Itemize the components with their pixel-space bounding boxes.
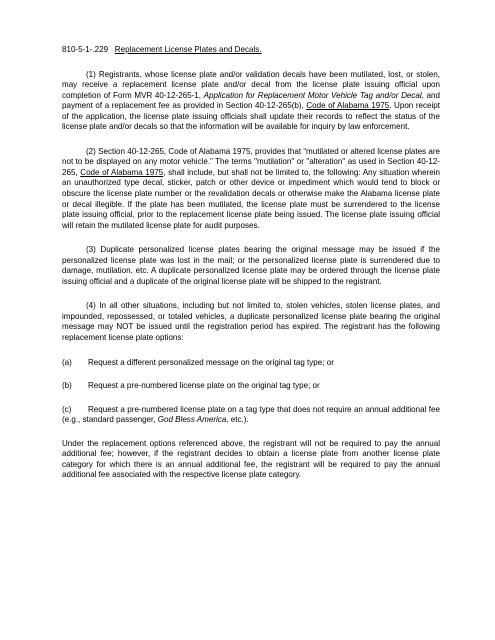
option-a	[62, 358, 440, 369]
option-a-label: (a)	[62, 357, 72, 367]
option-c	[62, 405, 440, 426]
paragraph-4-text: (4) In all other situations, including but not limited to, stolen vehicles, stolen license plates, and impounded, repossessed, or totaled vehicles, a duplicate personalized license plate bearing the original message may NOT be issued until the registration period has expired. The registrant has the following replacement license plate options:	[62, 301, 440, 343]
paragraph-1	[62, 70, 440, 133]
paragraph-1-tail: . Upon receipt of the application, the license plate issuing officials shall update their records to reflect the status of the license plate and/or decals so that the information will be available for inquiry by law enforcement.	[62, 101, 440, 132]
option-c-example: God Bless America	[157, 415, 227, 425]
paragraph-3-text: (3) Duplicate personalized license plates bearing the original message may be issued if the personalized license plate was lost in the mail; or the personalized license plate is surrendered due to damage, mutilation, etc. A duplicate personalized license plate may be ordered through the license plate issuing official and a duplicate of the original license plate will be shipped to the registrant.	[62, 245, 440, 286]
section-number: 810-5-1-.229	[62, 45, 109, 54]
section-title: Replacement License Plates and Decals.	[114, 45, 262, 54]
option-c-lead: Request a pre-numbered license plate on a tag type that does not require an annual additional fee (e.g., standard passenger,	[62, 404, 440, 425]
section-heading	[62, 45, 440, 56]
option-b-text: Request a pre-numbered license plate on the original tag type; or	[88, 381, 320, 391]
form-title: Application for Replacement Motor Vehicle Tag and/or Decal	[203, 90, 422, 100]
closing-paragraph	[62, 439, 440, 481]
document-page	[62, 45, 440, 495]
code-reference: Code of Alabama 1975	[306, 101, 390, 111]
option-b	[62, 381, 440, 392]
paragraph-2	[62, 147, 440, 231]
option-c-tail: , etc.).	[226, 415, 249, 425]
option-b-label: (b)	[62, 381, 72, 391]
paragraph-4	[62, 301, 440, 343]
option-a-text: Request a different personalized message on the original tag type; or	[88, 357, 334, 367]
paragraph-3	[62, 245, 440, 287]
paragraph-2-lead: (2) Section 40-12-265, Code of Alabama 1975, provides that “mutilated or altered license plates are not to be displayed on any motor vehicle.” The terms "mutilation" or "alteration" as used in Section 40-12-265,	[62, 146, 440, 177]
closing-text: Under the replacement options referenced above, the registrant will not be required to pay the annual additional fee; however, if the registrant decides to obtain a license plate from another license plate category for which there is an annual additional fee, the registrant will be required to pay the annual additional fee associated with the respective license plate category.	[62, 438, 440, 480]
paragraph-1-lead: (1) Registrants, whose license plate and/or validation decals have been mutilated, lost, or stolen, may receive a replacement license plate and/or decal from the license plate issuing official upon completion of Form MVR 40-12-265-1,	[62, 69, 440, 100]
code-reference: Code of Alabama 1975	[80, 167, 164, 177]
paragraph-2-tail: , shall include, but shall not be limited to, the following: Any situation wherein an unauthorized type decal, sticker, patch or other device or impediment which would tend to block or obscure the license plate number or the revalidation decals or otherwise make the Alabama license plate or decal illegible. If the plate has been mutilated, the license plate must be surrendered to the license plate issuing official, prior to the replacement license plate being issued. The license plate issuing official will retain the mutilated license plate for audit purposes.	[62, 167, 440, 230]
paragraph-1-mid: , and payment of a replacement fee as provided in Section 40-12-265(b),	[62, 90, 440, 111]
option-c-label: (c)	[62, 404, 72, 414]
